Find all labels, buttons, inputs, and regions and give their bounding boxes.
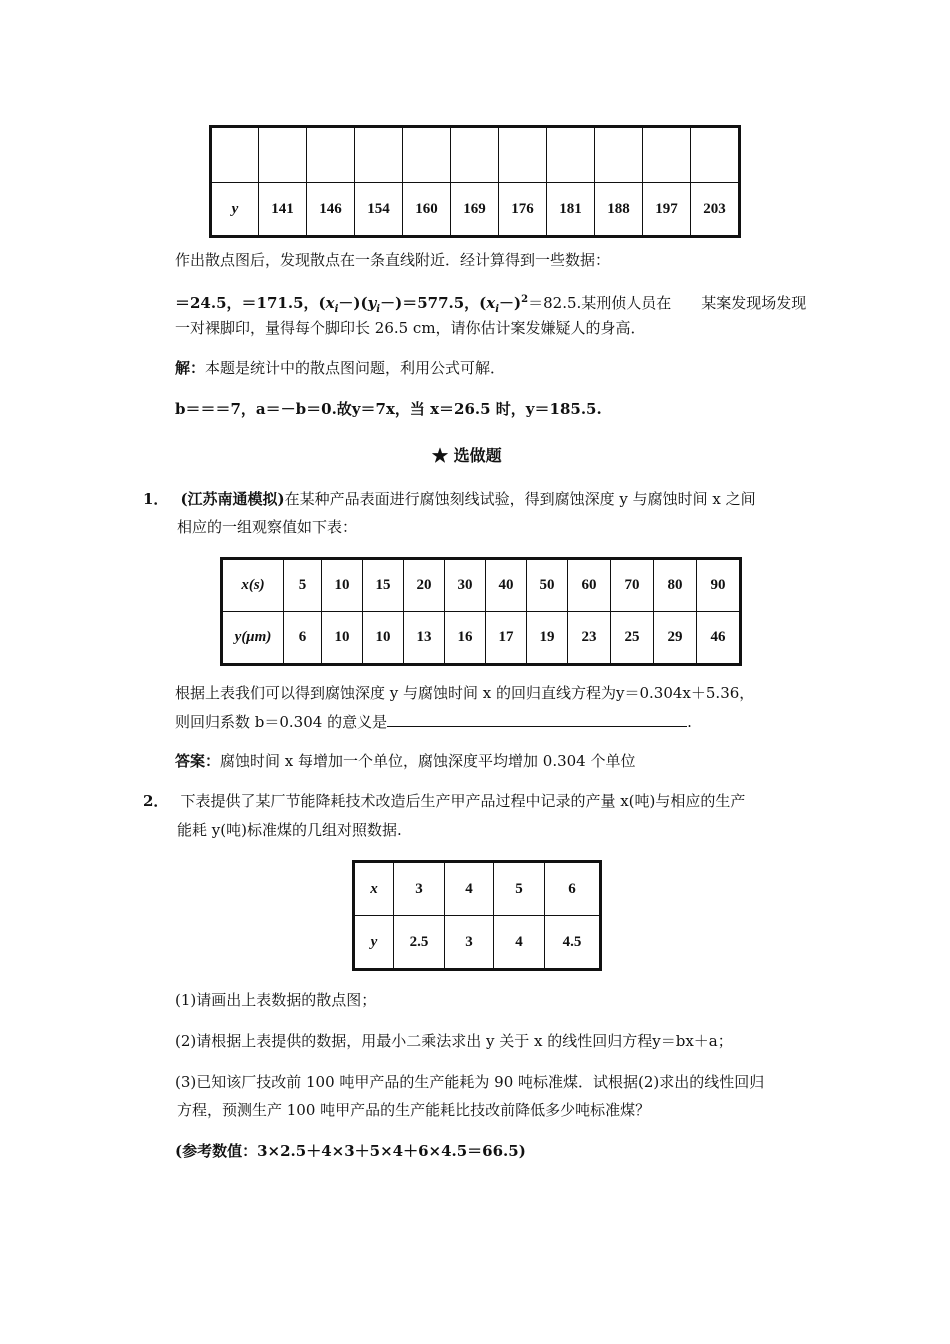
table-cell: 146 xyxy=(307,183,355,237)
text-span: 则回归系数 b＝0.304 的意义是 xyxy=(175,713,388,731)
text-span: x xyxy=(486,294,496,312)
question-2-line-2: 能耗 y(吨)标准煤的几组对照数据. xyxy=(177,821,402,839)
question-number: 2． xyxy=(143,792,169,810)
table-cell: 20 xyxy=(404,559,445,612)
solution-line xyxy=(175,357,505,379)
question-1-line-1 xyxy=(143,488,756,510)
row-label: y xyxy=(354,916,394,970)
table-cell: 10 xyxy=(322,559,363,612)
table-row-x xyxy=(222,559,741,612)
table-cell: 197 xyxy=(643,183,691,237)
paragraph-line: 一对裸脚印，量得每个脚印长 26.5 cm，请你估计案发嫌疑人的身高． xyxy=(175,319,646,337)
reference-values: (参考数值：3×2.5＋4×3＋5×4＋6×4.5＝66.5) xyxy=(175,1142,526,1160)
question-1-after-line-2 xyxy=(175,711,692,733)
table-cell: 15 xyxy=(363,559,404,612)
solution-label: 解： xyxy=(175,359,206,377)
text-span: －)( xyxy=(338,294,368,312)
source-label: (江苏南通模拟) xyxy=(180,490,285,508)
table-cell: 10 xyxy=(363,612,404,665)
table-cell xyxy=(451,127,499,183)
table-cell: 169 xyxy=(451,183,499,237)
table-cell: 3 xyxy=(394,862,445,916)
table-cell: 6 xyxy=(284,612,322,665)
table-cell xyxy=(355,127,403,183)
table-cell xyxy=(547,127,595,183)
table-cell: 203 xyxy=(691,183,740,237)
table-row-y xyxy=(211,183,740,237)
table-cell: 141 xyxy=(259,183,307,237)
paragraph-line: ＝24.5，＝171.5，$(x_i-)(y_i-)=577.5$，$(x_i-)^2=82.5$.某刑侦人员在 某案发现场发现 xyxy=(175,294,807,315)
question-1-line-2: 相应的一组观察值如下表： xyxy=(177,518,358,536)
table-cell: 176 xyxy=(499,183,547,237)
table-cell: 50 xyxy=(527,559,568,612)
table-cell: 5 xyxy=(284,559,322,612)
table-cell xyxy=(643,127,691,183)
table-cell xyxy=(691,127,740,183)
table-cell: 46 xyxy=(697,612,741,665)
data-table-2 xyxy=(220,557,742,666)
table-cell: 4 xyxy=(445,862,494,916)
data-table-3 xyxy=(352,860,602,971)
table-cell: 70 xyxy=(611,559,654,612)
row-label: x xyxy=(354,862,394,916)
answer-label: 答案： xyxy=(175,752,221,770)
table-cell: 29 xyxy=(654,612,697,665)
table-cell xyxy=(595,127,643,183)
table-cell: 4 xyxy=(494,916,545,970)
question-number: 1． xyxy=(143,490,169,508)
sub-question-3-line-1: (3)已知该厂技改前 100 吨甲产品的生产能耗为 90 吨标准煤．试根据(2)求出的线性回归 xyxy=(175,1073,765,1091)
table-cell: 25 xyxy=(611,612,654,665)
paragraph-line: 作出散点图后，发现散点在一条直线附近．经计算得到一些数据： xyxy=(175,251,611,269)
table-cell: 188 xyxy=(595,183,643,237)
solution-text: 本题是统计中的散点图问题，利用公式可解． xyxy=(205,359,506,377)
table-cell: 2.5 xyxy=(394,916,445,970)
table-cell: 23 xyxy=(568,612,611,665)
table-cell xyxy=(211,127,259,183)
table-cell: 19 xyxy=(527,612,568,665)
row-label: y(μm) xyxy=(222,612,284,665)
sub-question-1: (1)请画出上表数据的散点图； xyxy=(175,991,377,1009)
table-row-header xyxy=(211,127,740,183)
text-span: . xyxy=(687,713,692,731)
text-span: －) xyxy=(499,294,522,312)
table-row-x xyxy=(354,862,601,916)
table-cell: 40 xyxy=(486,559,527,612)
text-span: 下表提供了某厂节能降耗技术改造后生产甲产品过程中记录的产量 x(吨)与相应的生产 xyxy=(180,792,746,810)
text-span: －)＝577.5，( xyxy=(380,294,487,312)
text-span: x xyxy=(325,294,335,312)
table-cell: 16 xyxy=(445,612,486,665)
table-cell: 160 xyxy=(403,183,451,237)
row-label: y xyxy=(211,183,259,237)
section-title: ★ 选做题 xyxy=(432,446,502,465)
table-cell: 154 xyxy=(355,183,403,237)
table-cell: 13 xyxy=(404,612,445,665)
table-cell: 5 xyxy=(494,862,545,916)
formula-line: b＝＝＝7，a＝－b＝0.故y＝7x，当 x＝26.5 时，y＝185.5. xyxy=(175,400,602,418)
table-cell: 10 xyxy=(322,612,363,665)
table-cell: 4.5 xyxy=(545,916,601,970)
sub-question-3-line-2: 方程，预测生产 100 吨甲产品的生产能耗比技改前降低多少吨标准煤？ xyxy=(177,1101,651,1119)
answer-line xyxy=(175,750,636,772)
text-span: ＝82.5.某刑侦人员在 某案发现场发现 xyxy=(528,294,807,312)
table-cell xyxy=(403,127,451,183)
table-cell: 3 xyxy=(445,916,494,970)
table-cell: 30 xyxy=(445,559,486,612)
answer-text: 腐蚀时间 x 每增加一个单位，腐蚀深度平均增加 0.304 个单位 xyxy=(220,752,636,770)
table-cell: 181 xyxy=(547,183,595,237)
question-1-after-line-1: 根据上表我们可以得到腐蚀深度 y 与腐蚀时间 x 的回归直线方程为y＝0.304x＋5.36， xyxy=(175,684,755,702)
table-cell xyxy=(307,127,355,183)
table-cell: 60 xyxy=(568,559,611,612)
text-span: ＝24.5，＝171.5，( xyxy=(175,294,326,312)
table-cell: 17 xyxy=(486,612,527,665)
table-cell: 80 xyxy=(654,559,697,612)
table-cell: 90 xyxy=(697,559,741,612)
table-cell xyxy=(499,127,547,183)
text-span: y xyxy=(367,294,377,312)
row-label: x(s) xyxy=(222,559,284,612)
table-row-y xyxy=(354,916,601,970)
table-cell: 6 xyxy=(545,862,601,916)
sub-question-2: (2)请根据上表提供的数据，用最小二乘法求出 y 关于 x 的线性回归方程y＝bx＋a； xyxy=(175,1032,733,1050)
table-row-y xyxy=(222,612,741,665)
question-2-line-1 xyxy=(143,790,745,812)
table-cell xyxy=(259,127,307,183)
data-table-1 xyxy=(209,125,741,238)
text-span: 在某种产品表面进行腐蚀刻线试验，得到腐蚀深度 y 与腐蚀时间 x 之间 xyxy=(284,490,756,508)
answer-blank xyxy=(387,712,687,727)
